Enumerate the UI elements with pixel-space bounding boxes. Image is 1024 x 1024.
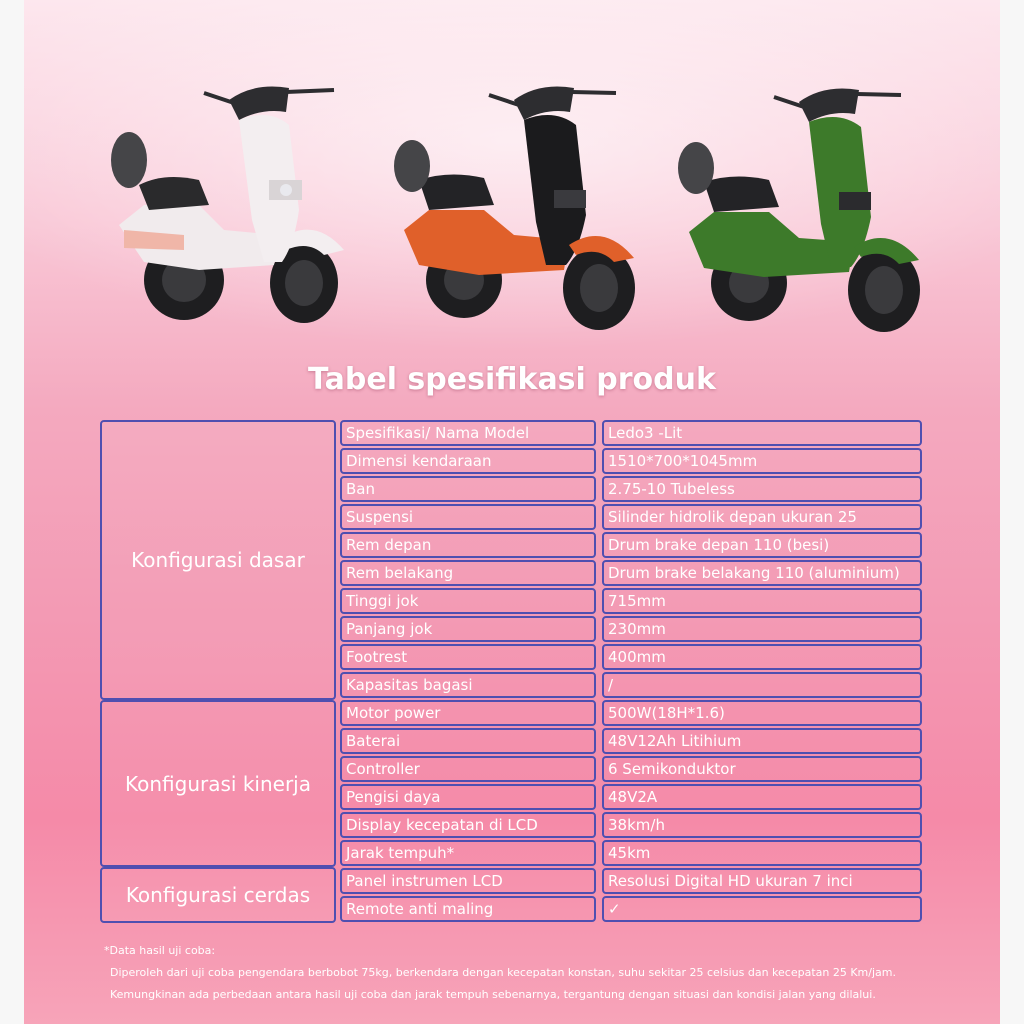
page-title: Tabel spesifikasi produk — [308, 362, 716, 397]
spec-label: Motor power — [340, 700, 596, 726]
footnote — [104, 940, 984, 1006]
group-konfigurasi-dasar — [100, 420, 336, 700]
spec-label: Ban — [340, 476, 596, 502]
spec-label: Display kecepatan di LCD — [340, 812, 596, 838]
spec-value: 400mm — [602, 644, 922, 670]
spec-label: Rem belakang — [340, 560, 596, 586]
spec-value: ✓ — [602, 896, 922, 922]
footnote-line: Kemungkinan ada perbedaan antara hasil uji coba dan jarak tempuh sebenarnya, tergantung dengan situasi dan kondisi jalan yang dilalui. — [110, 988, 876, 1001]
group-konfigurasi-kinerja — [100, 700, 336, 867]
spec-value: Ledo3 -Lit — [602, 420, 922, 446]
spec-value: 48V12Ah Litihium — [602, 728, 922, 754]
footnote-title: *Data hasil uji coba: — [104, 944, 216, 957]
footnote-line: Diperoleh dari uji coba pengendara berbobot 75kg, berkendara dengan kecepatan konstan, suhu sekitar 25 celsius dan kecepatan 25 Km/jam. — [110, 966, 896, 979]
spec-value: / — [602, 672, 922, 698]
spec-value: 2.75-10 Tubeless — [602, 476, 922, 502]
spec-value: Resolusi Digital HD ukuran 7 inci — [602, 868, 922, 894]
spec-value: Drum brake belakang 110 (aluminium) — [602, 560, 922, 586]
spec-value: 6 Semikonduktor — [602, 756, 922, 782]
spec-label: Spesifikasi/ Nama Model — [340, 420, 596, 446]
spec-label: Controller — [340, 756, 596, 782]
group-label: Konfigurasi kinerja — [125, 771, 311, 796]
spec-label: Panjang jok — [340, 616, 596, 642]
spec-label: Remote anti maling — [340, 896, 596, 922]
spec-label: Jarak tempuh* — [340, 840, 596, 866]
spec-value: 715mm — [602, 588, 922, 614]
spec-value: 48V2A — [602, 784, 922, 810]
group-konfigurasi-cerdas — [100, 867, 336, 923]
spec-label: Panel instrumen LCD — [340, 868, 596, 894]
scooter-illustrations — [24, 0, 1000, 350]
group-label: Konfigurasi cerdas — [125, 883, 311, 907]
spec-value: 1510*700*1045mm — [602, 448, 922, 474]
spec-label: Pengisi daya — [340, 784, 596, 810]
spec-label: Baterai — [340, 728, 596, 754]
spec-value: 230mm — [602, 616, 922, 642]
product-poster — [24, 0, 1000, 1024]
spec-label: Tinggi jok — [340, 588, 596, 614]
spec-value: Drum brake depan 110 (besi) — [602, 532, 922, 558]
spec-value: 38km/h — [602, 812, 922, 838]
spec-label: Dimensi kendaraan — [340, 448, 596, 474]
spec-value: Silinder hidrolik depan ukuran 25 — [602, 504, 922, 530]
spec-label: Footrest — [340, 644, 596, 670]
spec-label: Suspensi — [340, 504, 596, 530]
spec-label: Kapasitas bagasi — [340, 672, 596, 698]
spec-value: 45km — [602, 840, 922, 866]
group-label: Konfigurasi dasar — [131, 548, 305, 572]
spec-value: 500W(18H*1.6) — [602, 700, 922, 726]
spec-label: Rem depan — [340, 532, 596, 558]
